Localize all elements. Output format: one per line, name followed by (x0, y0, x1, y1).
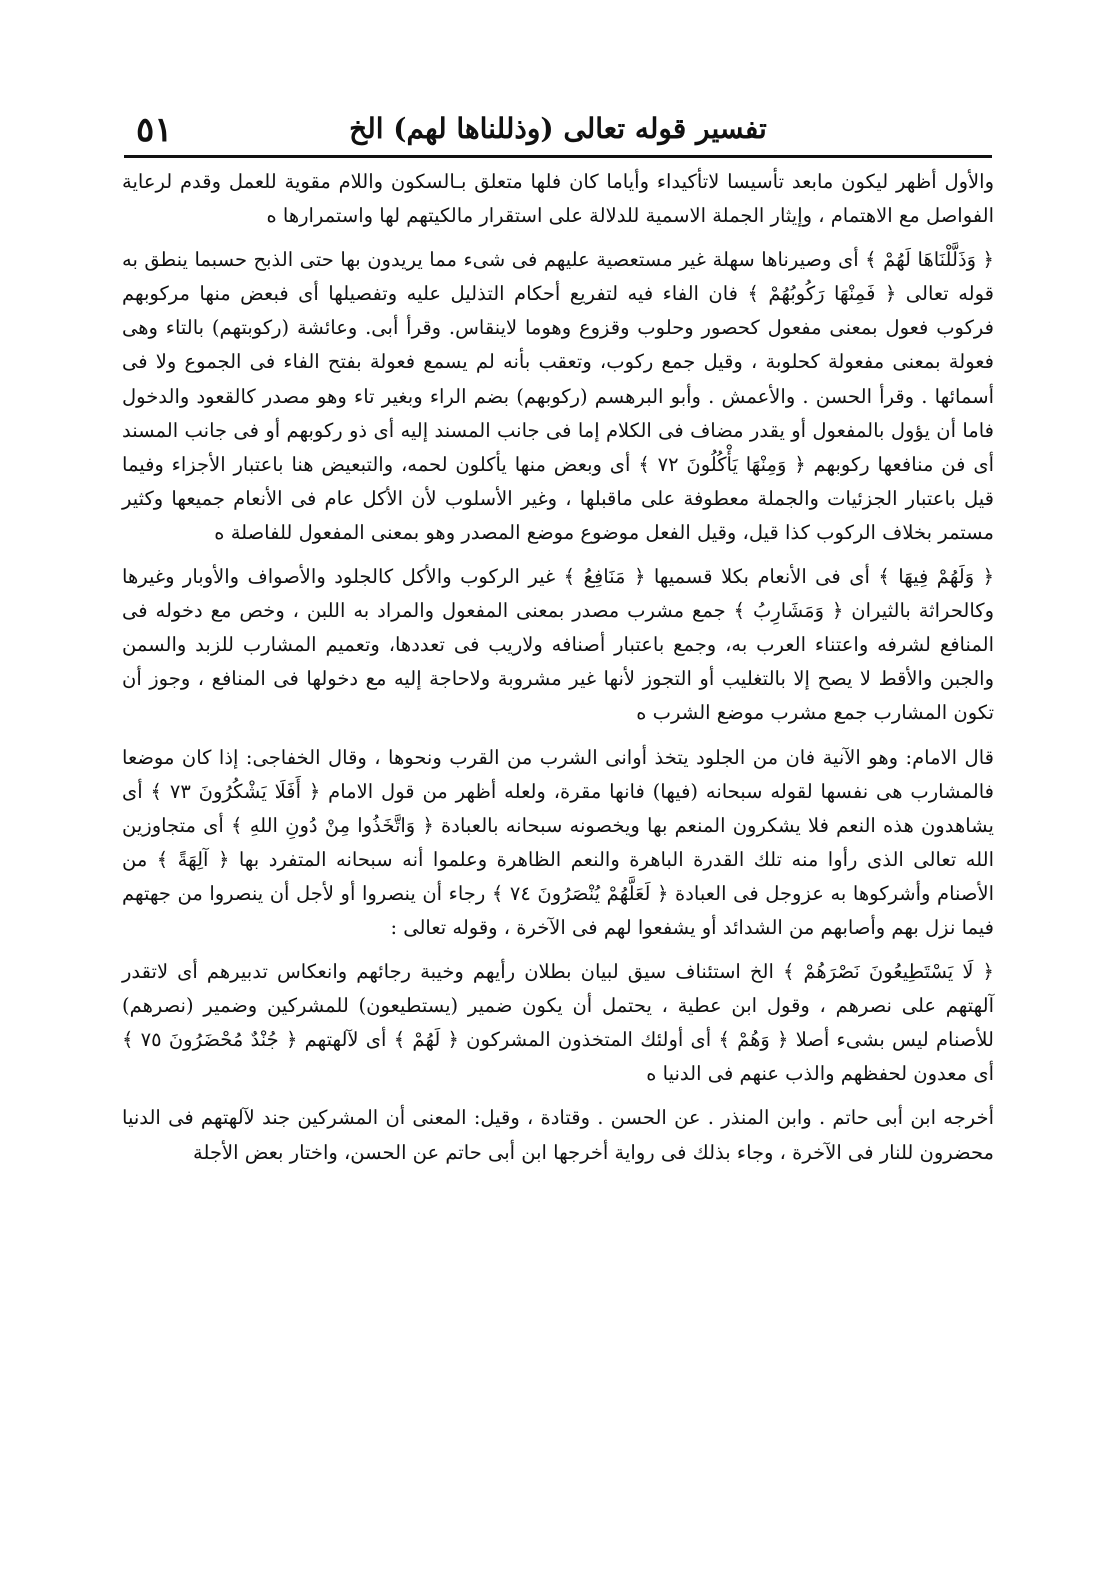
header-rule (124, 155, 992, 158)
paragraph: ﴿ وَذَلَّلْنَاهَا لَهُمْ ﴾ أى وصيرناها سهلة غير مستعصية عليهم فى شىء مما يريدون بها حتى الذبح حسبما ينطق به قوله تعالى ﴿ فَمِنْهَا رَكُوبُهُمْ ﴾ فان الفاء فيه لتفريع أحكام التذليل عليه وتفصيلها أى فبعض منها مركوبهم فركوب فعول بمعنى مفعول كحصور وحلوب وقزوع وهوما لاينقاس. وقرأ أبى. وعائشة (ركوبتهم) بالتاء وهى فعولة بمعنى مفعولة كحلوبة ، وقيل جمع ركوب، وتعقب بأنه لم يسمع فعولة بفتح الفاء فى الجموع ولا فى أسمائها . وقرأ الحسن . والأعمش . وأبو البرهسم (ركوبهم) بضم الراء وبغير تاء وهو مصدر كالقعود والدخول فاما أن يؤول بالمفعول أو يقدر مضاف فى الكلام إما فى جانب المسند إليه أى ذو ركوبهم أو فى جانب المسند أى فن منافعها ركوبهم ﴿ وَمِنْهَا يَأْكُلُونَ ٧٢ ﴾ أى وبعض منها يأكلون لحمه، والتبعيض هنا باعتبار الأجزاء وفيما قيل باعتبار الجزئيات والجملة معطوفة على ماقبلها ، وغير الأسلوب لأن الأكل عام فى الأنعام جميعها وكثير مستمر بخلاف الركوب كذا قيل، وقيل الفعل موضوع موضع المصدر وهو بمعنى المفعول للفاصلة ه (122, 248, 995, 544)
body-text (122, 165, 994, 1170)
paragraph: ﴿ وَلَهُمْ فِيهَا ﴾ أى فى الأنعام بكلا قسميها ﴿ مَنَافِعُ ﴾ غير الركوب والأكل كالجلود والأصواف والأوبار وغيرها وكالحراثة بالثيران ﴿ وَمَشَارِبُ ﴾ جمع مشرب مصدر بمعنى المفعول والمراد به اللبن ، وخص مع دخوله فى المنافع لشرفه واعتناء العرب به، وجمع باعتبار أصنافه ولاريب فى تعددها، وتعميم المشارب للزبد والسمن والجبن والأقط لا يصح إلا بالتغليب أو التجوز لأنها غير مشروبة ولاحاجة إليه مع دخولها فى المنافع ، وجوز أن تكون المشارب جمع مشرب موضع الشرب ه (122, 565, 994, 725)
paragraph: أخرجه ابن أبى حاتم . وابن المنذر . عن الحسن . وقتادة ، وقيل: المعنى أن المشركين جند لآلهتهم فى الدنيا محضرون للنار فى الآخرة ، وجاء بذلك فى رواية أخرجها ابن أبى حاتم عن الحسن، واختار بعض الأجلة (122, 1106, 994, 1164)
page-number: ٥١ (136, 110, 173, 150)
page-header (122, 104, 994, 152)
paragraph: والأول أظهر ليكون مابعد تأسيسا لاتأكيداء وأياما كان فلها متعلق بـالسكون واللام مقوية للعمل وقدم لرعاية الفواصل مع الاهتمام ، وإيثار الجملة الاسمية للدلالة على استقرار مالكيتهم لها واستمرارها ه (122, 170, 994, 228)
running-title: تفسير قوله تعالى (وذللناها لهم) الخ (349, 112, 767, 145)
paragraph: قال الامام: وهو الآنية فان من الجلود يتخذ أوانى الشرب من القرب ونحوها ، وقال الخفاجى: إذا كان موضعا فالمشارب هى نفسها لقوله سبحانه (فيها) فانها مقرة، ولعله أظهر من قول الامام ﴿ أَفَلَا يَشْكُرُونَ ٧٣ ﴾ أى يشاهدون هذه النعم فلا يشكرون المنعم بها ويخصونه سبحانه بالعبادة ﴿ وَاتَّخَذُوا مِنْ دُونِ اللهِ ﴾ أى متجاوزين الله تعالى الذى رأوا منه تلك القدرة الباهرة والنعم الظاهرة وعلموا أنه سبحانه المتفرد بها ﴿ آلِهَةً ﴾ من الأصنام وأشركوها به عزوجل فى العبادة ﴿ لَعَلَّهُمْ يُنْصَرُونَ ٧٤ ﴾ رجاء أن ينصروا أو لأجل أن ينصروا من جهتهم فيما نزل بهم وأصابهم من الشدائد أو يشفعوا لهم فى الآخرة ، وقوله تعالى : (122, 745, 994, 939)
paragraph: ﴿ لَا يَسْتَطِيعُونَ نَصْرَهُمْ ﴾ الخ استئناف سيق لبيان بطلان رأيهم وخيبة رجائهم وانعكاس تدبيرهم أى لاتقدر آلهتهم على نصرهم ، وقول ابن عطية ، يحتمل أن يكون ضمير (يستطيعون) للمشركين وضمير (نصرهم) للأصنام ليس بشىء أصلا ﴿ وَهُمْ ﴾ أى أولئك المتخذون المشركون ﴿ لَهُمْ ﴾ أى لآلهتهم ﴿ جُنْدٌ مُحْضَرُونَ ٧٥ ﴾ أى معدون لحفظهم والذب عنهم فى الدنيا ه (122, 960, 994, 1086)
